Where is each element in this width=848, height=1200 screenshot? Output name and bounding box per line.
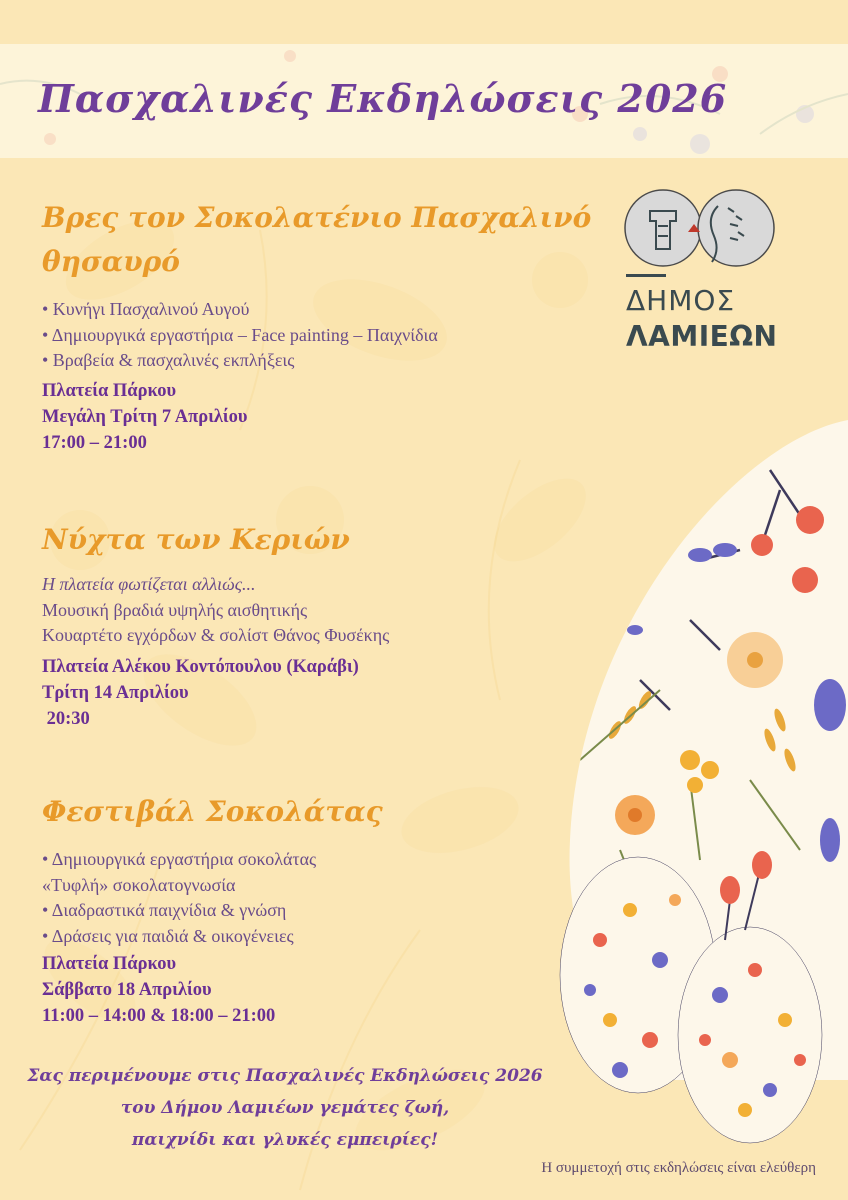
event-title-candle-night: [42, 518, 350, 562]
event-details: [42, 378, 248, 456]
closing-line: Σας περιμένουμε στις Πασχαλινές Εκδηλώσεις 2026: [27, 1066, 543, 1086]
event-time: 17:00 – 21:00: [42, 433, 147, 453]
list-item: • Δράσεις για παιδιά & οικογένειες: [42, 925, 294, 946]
event-date: Τρίτη 14 Απριλίου: [42, 683, 189, 703]
event-time: 11:00 – 14:00 & 18:00 – 21:00: [42, 1006, 276, 1026]
logo-name-line1: ΔΗΜΟΣ: [626, 284, 736, 317]
list-item: • Διαδραστικά παιχνίδια & γνώση: [42, 900, 287, 920]
event-title-chocolate-festival: [42, 790, 383, 834]
list-item: • Δημιουργικά εργαστήρια – Face painting – Παιχνίδια: [42, 324, 438, 345]
list-item: • Κυνήγι Πασχαλινού Αυγού: [42, 299, 250, 319]
event-intro: Η πλατεία φωτίζεται αλλιώς...: [42, 574, 256, 594]
closing-line: παιχνίδι και γλυκές εμπειρίες!: [131, 1130, 439, 1150]
event-title-line: Φεστιβάλ Σοκολάτας: [42, 795, 383, 828]
event-details: [42, 951, 275, 1029]
page-title: Πασχαλινές Εκδηλώσεις 2026: [38, 76, 728, 121]
event-venue: Πλατεία Αλέκου Κοντόπουλου (Καράβι): [42, 657, 359, 677]
event-activities-list: [42, 572, 389, 649]
event-date: Σάββατο 18 Απριλίου: [42, 980, 212, 1000]
event-venue: Πλατεία Πάρκου: [42, 381, 177, 401]
easter-eggs-illustration: [540, 420, 848, 1180]
list-item: • Δημιουργικά εργαστήρια σοκολάτας: [42, 849, 317, 869]
event-venue: Πλατεία Πάρκου: [42, 954, 177, 974]
municipality-logo: [618, 186, 788, 366]
event-title-line: θησαυρό: [42, 245, 180, 278]
list-item: «Τυφλή» σοκολατογνωσία: [42, 874, 236, 895]
logo-divider: [626, 274, 666, 277]
footer-note: Η συμμετοχή στις εκδηλώσεις είναι ελεύθερη: [541, 1160, 816, 1176]
list-item: Μουσική βραδιά υψηλής αισθητικής: [42, 599, 308, 620]
event-title-line: Βρες τον Σοκολατένιο Πασχαλινό: [42, 201, 592, 234]
list-item: • Βραβεία & πασχαλινές εκπλήξεις: [42, 350, 295, 370]
logo-emblem-icon: [618, 186, 788, 271]
logo-name-line2: ΛΑΜΙΕΩΝ: [626, 320, 778, 353]
closing-line: του Δήμου Λαμιέων γεμάτες ζωή,: [120, 1098, 450, 1118]
event-activities-list: [42, 847, 316, 949]
list-item: Κουαρτέτο εγχόρδων & σολίστ Θάνος Φυσέκης: [42, 625, 390, 645]
closing-message: [20, 1060, 550, 1156]
small-egg-right: [678, 927, 822, 1143]
event-date: Μεγάλη Τρίτη 7 Απριλίου: [42, 407, 248, 427]
event-activities-list: [42, 297, 438, 374]
event-title-treasure-hunt: [42, 196, 591, 284]
event-time: 20:30: [42, 709, 90, 729]
event-details: [42, 654, 359, 732]
event-title-line: Νύχτα των Κεριών: [42, 523, 350, 556]
